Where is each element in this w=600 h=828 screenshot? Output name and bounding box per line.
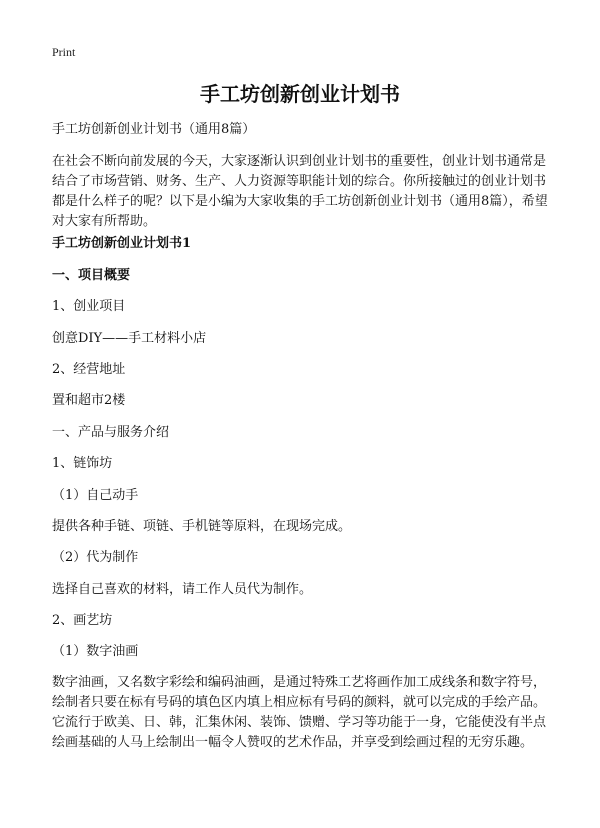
products-heading: 一、产品与服务介绍: [52, 425, 170, 440]
intro-paragraph: 在社会不断向前发展的今天，大家逐渐认识到创业计划书的重要性，创业计划书通常是结合了市场营销、财务、生产、人力资源等职能计划的综合。你所接触过的创业计划书都是什么样子的呢？以下是小编为大家收集的手工坊创新创业计划书（通用8篇），希望对大家有所帮助。: [52, 154, 548, 229]
sub2-a-label: （1）数字油画: [52, 644, 139, 659]
sub1-b-label: （2）代为制作: [52, 550, 139, 565]
overview-heading: 一、项目概要: [52, 268, 131, 283]
document-subtitle: 手工坊创新创业计划书（通用8篇）: [52, 122, 256, 137]
item1-label: 1、创业项目: [52, 299, 126, 314]
sub2-label: 2、画艺坊: [52, 613, 113, 628]
sub1-b-text: 选择自己喜欢的材料，请工作人员代为制作。: [52, 582, 313, 597]
print-link[interactable]: Print: [52, 45, 76, 59]
section-heading: 手工坊创新创业计划书1: [52, 236, 192, 251]
item1-value: 创意DIY——手工材料小店: [52, 331, 207, 346]
item2-value: 置和超市2楼: [52, 393, 126, 408]
sub2-a-text: 数字油画，又名数字彩绘和编码油画，是通过特殊工艺将画作加工成线条和数字符号，绘制者只要在标有号码的填色区内填上相应标有号码的颜料，就可以完成的手绘产品。它流行于欧美、日、韩，汇集休闲、装饰、馈赠、学习等功能于一身，它能使没有半点绘画基础的人马上绘制出一幅令人赞叹的艺术作品，并享受到绘画过程的无穷乐趣。: [52, 675, 547, 750]
sub1-label: 1、链饰坊: [52, 456, 113, 471]
sub1-a-label: （1）自己动手: [52, 488, 139, 503]
item2-label: 2、经营地址: [52, 362, 126, 377]
page-title: 手工坊创新创业计划书: [200, 82, 400, 106]
sub1-a-text: 提供各种手链、项链、手机链等原料，在现场完成。: [52, 519, 352, 534]
